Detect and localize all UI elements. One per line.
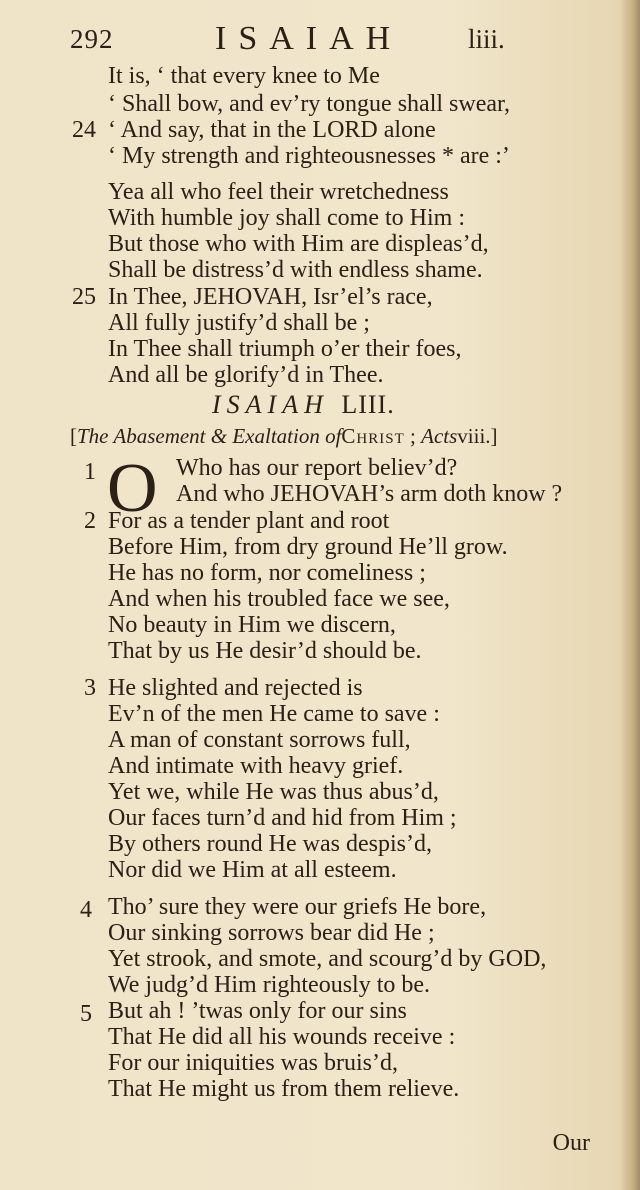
verse-line: Who has our report believ’d? xyxy=(176,455,458,481)
verse-line: No beauty in Him we discern, xyxy=(108,612,396,638)
verse-line: That He might us from them relieve. xyxy=(108,1076,460,1102)
verse-line: But ah ! ’twas only for our sins xyxy=(108,998,407,1024)
verse-line: For our iniquities was bruis’d, xyxy=(108,1050,398,1076)
catchword: Our xyxy=(552,1130,590,1156)
verse-number: 2 xyxy=(84,508,96,534)
verse-line: Ev’n of the men He came to save : xyxy=(108,701,440,727)
verse-line: A man of constant sorrows full, xyxy=(108,727,411,753)
running-title: ISAIAH xyxy=(215,20,403,57)
verse-line: We judg’d Him righteously to be. xyxy=(108,972,431,998)
verse-line: Yet we, while He was thus abus’d, xyxy=(108,779,439,805)
argument-close-bracket: ] xyxy=(490,424,498,448)
running-header xyxy=(70,18,600,58)
chapter-number: liii. xyxy=(468,24,505,54)
verse-number: 1 xyxy=(84,459,96,485)
verse-line: Our sinking sorrows bear did He ; xyxy=(108,920,435,946)
verse-line: He has no form, nor comeliness ; xyxy=(108,560,426,586)
verse-line: It is, ‘ that every knee to Me xyxy=(108,63,380,89)
chapter-heading-numeral: LIII. xyxy=(341,390,395,419)
verse-line: He slighted and rejected is xyxy=(108,675,363,701)
argument-separator: ; xyxy=(404,424,422,448)
page-edge-shadow xyxy=(620,0,640,1190)
verse-line: For as a tender plant and root xyxy=(108,508,390,534)
verse-number: 3 xyxy=(84,675,96,701)
verse-line: But those who with Him are displeas’d, xyxy=(108,231,489,257)
verse-line: That by us He desir’d should be. xyxy=(108,638,422,664)
verse-line: Yet strook, and smote, and scourg’d by GOD, xyxy=(108,946,547,972)
chapter-argument xyxy=(70,424,498,449)
verse-line: That He did all his wounds receive : xyxy=(108,1024,456,1050)
argument-text: The Abasement & Exaltation of xyxy=(77,424,342,448)
verse-line: In Thee, JEHOVAH, Isr’el’s race, xyxy=(108,284,433,310)
verse-line: Our faces turn’d and hid from Him ; xyxy=(108,805,457,831)
drop-cap: O xyxy=(107,450,158,527)
chapter-heading-title: ISAIAH xyxy=(212,390,329,419)
verse-number: 4 xyxy=(80,897,92,923)
verse-line: ‘ My strength and righteousnesses * are :’ xyxy=(108,143,510,169)
verse-line: Before Him, from dry ground He’ll grow. xyxy=(108,534,508,560)
page-number: 292 xyxy=(70,24,114,54)
argument-open-bracket: [ xyxy=(70,424,77,448)
verse-line: By others round He was despis’d, xyxy=(108,831,432,857)
argument-christ: Christ xyxy=(341,424,405,448)
argument-reference: viii. xyxy=(457,424,491,448)
verse-line: Tho’ sure they were our griefs He bore, xyxy=(108,894,487,920)
verse-line: With humble joy shall come to Him : xyxy=(108,205,465,231)
verse-line: Yea all who feel their wretchedness xyxy=(108,179,449,205)
verse-line: And who JEHOVAH’s arm doth know ? xyxy=(176,481,563,507)
verse-number: 25 xyxy=(72,284,96,310)
verse-line: And intimate with heavy grief. xyxy=(108,753,404,779)
verse-line: ‘ Shall bow, and ev’ry tongue shall swear, xyxy=(108,91,511,117)
verse-line: Nor did we Him at all esteem. xyxy=(108,857,397,883)
chapter-heading xyxy=(212,390,395,420)
argument-acts: Acts xyxy=(421,424,458,448)
verse-line: Shall be distress’d with endless shame. xyxy=(108,257,483,283)
verse-number: 24 xyxy=(72,117,96,143)
verse-number: 5 xyxy=(80,1001,92,1027)
verse-line: In Thee shall triumph o’er their foes, xyxy=(108,336,462,362)
verse-line: All fully justify’d shall be ; xyxy=(108,310,370,336)
verse-line: And when his troubled face we see, xyxy=(108,586,450,612)
verse-line: ‘ And say, that in the LORD alone xyxy=(108,117,436,143)
verse-line: And all be glorify’d in Thee. xyxy=(108,362,384,388)
